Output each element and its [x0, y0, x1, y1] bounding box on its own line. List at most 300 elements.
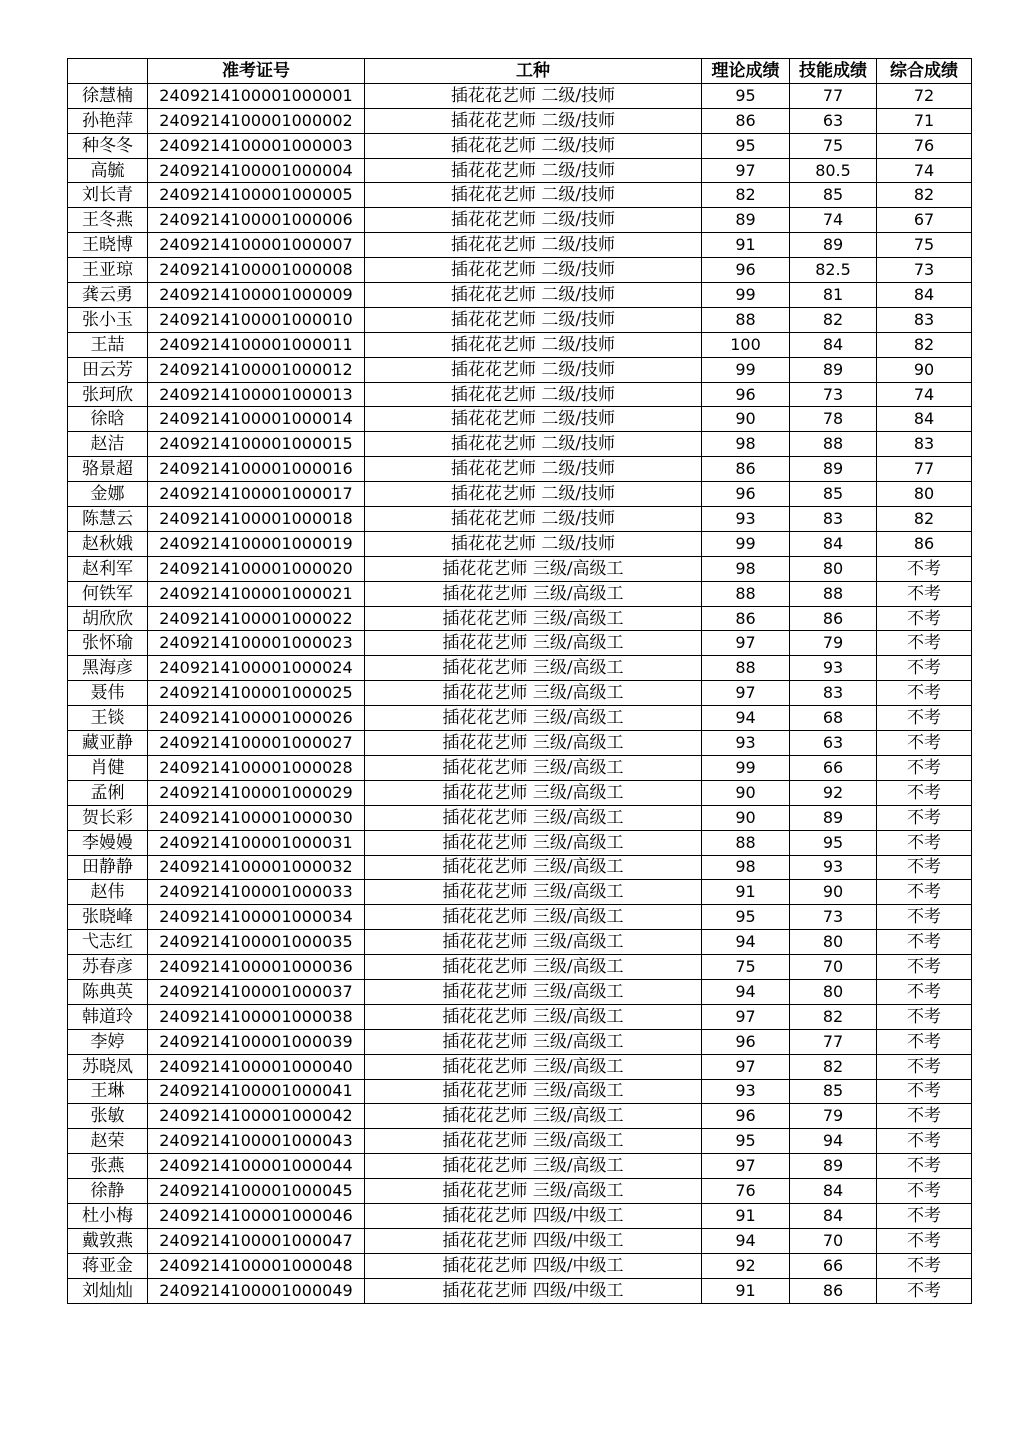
- ticket-number-cell: 2409214100001000024: [148, 656, 365, 681]
- ticket-number-cell: 2409214100001000036: [148, 955, 365, 980]
- theory-score-cell: 97: [702, 1004, 790, 1029]
- table-row: [68, 780, 972, 805]
- theory-score-cell: 98: [702, 556, 790, 581]
- table-row: [68, 1129, 972, 1154]
- job-type-cell: 插花花艺师 二级/技师: [365, 283, 702, 308]
- overall-score-cell: 不考: [877, 830, 972, 855]
- table-row: [68, 531, 972, 556]
- overall-score-cell: 72: [877, 83, 972, 108]
- name-cell: 徐晗: [68, 407, 148, 432]
- job-type-cell: 插花花艺师 三级/高级工: [365, 581, 702, 606]
- name-cell: 孟俐: [68, 780, 148, 805]
- name-cell: 赵秋娥: [68, 531, 148, 556]
- ticket-number-cell: 2409214100001000020: [148, 556, 365, 581]
- job-type-cell: 插花花艺师 三级/高级工: [365, 880, 702, 905]
- ticket-number-cell: 2409214100001000021: [148, 581, 365, 606]
- job-type-cell: 插花花艺师 二级/技师: [365, 482, 702, 507]
- ticket-number-cell: 2409214100001000035: [148, 930, 365, 955]
- skill-score-cell: 93: [790, 855, 877, 880]
- theory-score-cell: 96: [702, 482, 790, 507]
- job-type-cell: 插花花艺师 三级/高级工: [365, 1004, 702, 1029]
- ticket-number-cell: 2409214100001000039: [148, 1029, 365, 1054]
- ticket-number-cell: 2409214100001000004: [148, 158, 365, 183]
- overall-score-cell: 74: [877, 382, 972, 407]
- overall-score-cell: 83: [877, 307, 972, 332]
- ticket-number-cell: 2409214100001000029: [148, 780, 365, 805]
- theory-score-cell: 98: [702, 432, 790, 457]
- table-row: [68, 133, 972, 158]
- theory-score-cell: 97: [702, 158, 790, 183]
- header-theory-score: 理论成绩: [702, 59, 790, 84]
- theory-score-cell: 86: [702, 108, 790, 133]
- table-row: [68, 1228, 972, 1253]
- skill-score-cell: 77: [790, 83, 877, 108]
- theory-score-cell: 88: [702, 830, 790, 855]
- name-cell: 孙艳萍: [68, 108, 148, 133]
- theory-score-cell: 100: [702, 332, 790, 357]
- skill-score-cell: 84: [790, 531, 877, 556]
- table-row: [68, 307, 972, 332]
- table-row: [68, 1054, 972, 1079]
- name-cell: 张怀瑜: [68, 631, 148, 656]
- job-type-cell: 插花花艺师 三级/高级工: [365, 930, 702, 955]
- skill-score-cell: 80.5: [790, 158, 877, 183]
- job-type-cell: 插花花艺师 二级/技师: [365, 133, 702, 158]
- job-type-cell: 插花花艺师 二级/技师: [365, 507, 702, 532]
- header-ticket-number: 准考证号: [148, 59, 365, 84]
- skill-score-cell: 83: [790, 681, 877, 706]
- name-cell: 韩道玲: [68, 1004, 148, 1029]
- skill-score-cell: 63: [790, 731, 877, 756]
- overall-score-cell: 76: [877, 133, 972, 158]
- table-row: [68, 955, 972, 980]
- table-row: [68, 706, 972, 731]
- job-type-cell: 插花花艺师 三级/高级工: [365, 656, 702, 681]
- skill-score-cell: 82: [790, 1054, 877, 1079]
- name-cell: 王亚琼: [68, 258, 148, 283]
- job-type-cell: 插花花艺师 三级/高级工: [365, 780, 702, 805]
- job-type-cell: 插花花艺师 二级/技师: [365, 307, 702, 332]
- overall-score-cell: 不考: [877, 855, 972, 880]
- name-cell: 田云芳: [68, 357, 148, 382]
- ticket-number-cell: 2409214100001000023: [148, 631, 365, 656]
- table-row: [68, 1004, 972, 1029]
- overall-score-cell: 不考: [877, 1004, 972, 1029]
- skill-score-cell: 86: [790, 1278, 877, 1303]
- table-row: [68, 1179, 972, 1204]
- table-row: [68, 357, 972, 382]
- theory-score-cell: 99: [702, 531, 790, 556]
- overall-score-cell: 不考: [877, 681, 972, 706]
- ticket-number-cell: 2409214100001000037: [148, 979, 365, 1004]
- theory-score-cell: 97: [702, 681, 790, 706]
- overall-score-cell: 67: [877, 208, 972, 233]
- header-name: [68, 59, 148, 84]
- ticket-number-cell: 2409214100001000001: [148, 83, 365, 108]
- theory-score-cell: 86: [702, 606, 790, 631]
- theory-score-cell: 97: [702, 1054, 790, 1079]
- ticket-number-cell: 2409214100001000030: [148, 805, 365, 830]
- job-type-cell: 插花花艺师 三级/高级工: [365, 979, 702, 1004]
- skill-score-cell: 93: [790, 656, 877, 681]
- ticket-number-cell: 2409214100001000042: [148, 1104, 365, 1129]
- table-row: [68, 158, 972, 183]
- theory-score-cell: 94: [702, 930, 790, 955]
- job-type-cell: 插花花艺师 三级/高级工: [365, 1029, 702, 1054]
- ticket-number-cell: 2409214100001000027: [148, 731, 365, 756]
- table-row: [68, 83, 972, 108]
- job-type-cell: 插花花艺师 二级/技师: [365, 407, 702, 432]
- name-cell: 藏亚静: [68, 731, 148, 756]
- theory-score-cell: 99: [702, 357, 790, 382]
- name-cell: 徐静: [68, 1179, 148, 1204]
- job-type-cell: 插花花艺师 三级/高级工: [365, 706, 702, 731]
- overall-score-cell: 不考: [877, 1228, 972, 1253]
- job-type-cell: 插花花艺师 三级/高级工: [365, 606, 702, 631]
- job-type-cell: 插花花艺师 二级/技师: [365, 83, 702, 108]
- name-cell: 张小玉: [68, 307, 148, 332]
- overall-score-cell: 82: [877, 507, 972, 532]
- skill-score-cell: 88: [790, 432, 877, 457]
- skill-score-cell: 82: [790, 307, 877, 332]
- header-overall-score: 综合成绩: [877, 59, 972, 84]
- table-row: [68, 283, 972, 308]
- ticket-number-cell: 2409214100001000047: [148, 1228, 365, 1253]
- overall-score-cell: 不考: [877, 1079, 972, 1104]
- theory-score-cell: 97: [702, 1154, 790, 1179]
- name-cell: 赵洁: [68, 432, 148, 457]
- job-type-cell: 插花花艺师 三级/高级工: [365, 805, 702, 830]
- ticket-number-cell: 2409214100001000041: [148, 1079, 365, 1104]
- overall-score-cell: 不考: [877, 606, 972, 631]
- ticket-number-cell: 2409214100001000003: [148, 133, 365, 158]
- job-type-cell: 插花花艺师 四级/中级工: [365, 1203, 702, 1228]
- name-cell: 王锬: [68, 706, 148, 731]
- skill-score-cell: 77: [790, 1029, 877, 1054]
- skill-score-cell: 92: [790, 780, 877, 805]
- job-type-cell: 插花花艺师 三级/高级工: [365, 556, 702, 581]
- theory-score-cell: 76: [702, 1179, 790, 1204]
- job-type-cell: 插花花艺师 二级/技师: [365, 531, 702, 556]
- name-cell: 种冬冬: [68, 133, 148, 158]
- table-row: [68, 681, 972, 706]
- skill-score-cell: 82: [790, 1004, 877, 1029]
- name-cell: 骆景超: [68, 457, 148, 482]
- name-cell: 王琳: [68, 1079, 148, 1104]
- job-type-cell: 插花花艺师 二级/技师: [365, 258, 702, 283]
- score-table: [67, 58, 972, 1304]
- theory-score-cell: 93: [702, 731, 790, 756]
- overall-score-cell: 不考: [877, 1203, 972, 1228]
- skill-score-cell: 85: [790, 1079, 877, 1104]
- ticket-number-cell: 2409214100001000025: [148, 681, 365, 706]
- overall-score-cell: 77: [877, 457, 972, 482]
- skill-score-cell: 66: [790, 755, 877, 780]
- table-row: [68, 457, 972, 482]
- table-row: [68, 905, 972, 930]
- job-type-cell: 插花花艺师 二级/技师: [365, 332, 702, 357]
- ticket-number-cell: 2409214100001000045: [148, 1179, 365, 1204]
- name-cell: 赵荣: [68, 1129, 148, 1154]
- theory-score-cell: 98: [702, 855, 790, 880]
- overall-score-cell: 不考: [877, 706, 972, 731]
- job-type-cell: 插花花艺师 三级/高级工: [365, 1104, 702, 1129]
- skill-score-cell: 80: [790, 979, 877, 1004]
- theory-score-cell: 94: [702, 979, 790, 1004]
- skill-score-cell: 84: [790, 1179, 877, 1204]
- table-row: [68, 1253, 972, 1278]
- overall-score-cell: 不考: [877, 755, 972, 780]
- ticket-number-cell: 2409214100001000012: [148, 357, 365, 382]
- ticket-number-cell: 2409214100001000013: [148, 382, 365, 407]
- name-cell: 聂伟: [68, 681, 148, 706]
- name-cell: 陈典英: [68, 979, 148, 1004]
- overall-score-cell: 不考: [877, 780, 972, 805]
- name-cell: 田静静: [68, 855, 148, 880]
- theory-score-cell: 93: [702, 507, 790, 532]
- skill-score-cell: 88: [790, 581, 877, 606]
- name-cell: 蒋亚金: [68, 1253, 148, 1278]
- job-type-cell: 插花花艺师 三级/高级工: [365, 905, 702, 930]
- job-type-cell: 插花花艺师 三级/高级工: [365, 755, 702, 780]
- overall-score-cell: 不考: [877, 631, 972, 656]
- table-row: [68, 432, 972, 457]
- theory-score-cell: 95: [702, 1129, 790, 1154]
- skill-score-cell: 70: [790, 955, 877, 980]
- name-cell: 陈慧云: [68, 507, 148, 532]
- name-cell: 贺长彩: [68, 805, 148, 830]
- theory-score-cell: 88: [702, 656, 790, 681]
- ticket-number-cell: 2409214100001000044: [148, 1154, 365, 1179]
- overall-score-cell: 不考: [877, 1129, 972, 1154]
- theory-score-cell: 94: [702, 1228, 790, 1253]
- ticket-number-cell: 2409214100001000014: [148, 407, 365, 432]
- table-row: [68, 581, 972, 606]
- ticket-number-cell: 2409214100001000031: [148, 830, 365, 855]
- table-row: [68, 1278, 972, 1303]
- job-type-cell: 插花花艺师 二级/技师: [365, 208, 702, 233]
- table-row: [68, 1104, 972, 1129]
- header-row: [68, 59, 972, 84]
- ticket-number-cell: 2409214100001000040: [148, 1054, 365, 1079]
- name-cell: 张晓峰: [68, 905, 148, 930]
- skill-score-cell: 84: [790, 1203, 877, 1228]
- ticket-number-cell: 2409214100001000022: [148, 606, 365, 631]
- table-header: [68, 59, 972, 84]
- skill-score-cell: 73: [790, 382, 877, 407]
- overall-score-cell: 不考: [877, 556, 972, 581]
- job-type-cell: 插花花艺师 二级/技师: [365, 158, 702, 183]
- overall-score-cell: 82: [877, 183, 972, 208]
- skill-score-cell: 89: [790, 805, 877, 830]
- skill-score-cell: 80: [790, 556, 877, 581]
- theory-score-cell: 91: [702, 233, 790, 258]
- ticket-number-cell: 2409214100001000009: [148, 283, 365, 308]
- table-row: [68, 507, 972, 532]
- table-row: [68, 656, 972, 681]
- overall-score-cell: 不考: [877, 805, 972, 830]
- name-cell: 苏晓凤: [68, 1054, 148, 1079]
- name-cell: 张敏: [68, 1104, 148, 1129]
- name-cell: 胡欣欣: [68, 606, 148, 631]
- overall-score-cell: 不考: [877, 1278, 972, 1303]
- table-row: [68, 631, 972, 656]
- job-type-cell: 插花花艺师 三级/高级工: [365, 1154, 702, 1179]
- skill-score-cell: 66: [790, 1253, 877, 1278]
- table-row: [68, 731, 972, 756]
- skill-score-cell: 82.5: [790, 258, 877, 283]
- table-row: [68, 855, 972, 880]
- ticket-number-cell: 2409214100001000002: [148, 108, 365, 133]
- name-cell: 刘灿灿: [68, 1278, 148, 1303]
- ticket-number-cell: 2409214100001000046: [148, 1203, 365, 1228]
- table-row: [68, 1154, 972, 1179]
- overall-score-cell: 不考: [877, 1029, 972, 1054]
- table-row: [68, 556, 972, 581]
- name-cell: 王冬燕: [68, 208, 148, 233]
- table-row: [68, 233, 972, 258]
- theory-score-cell: 88: [702, 307, 790, 332]
- ticket-number-cell: 2409214100001000049: [148, 1278, 365, 1303]
- job-type-cell: 插花花艺师 二级/技师: [365, 183, 702, 208]
- table-row: [68, 1079, 972, 1104]
- theory-score-cell: 96: [702, 382, 790, 407]
- overall-score-cell: 不考: [877, 1154, 972, 1179]
- theory-score-cell: 95: [702, 905, 790, 930]
- job-type-cell: 插花花艺师 三级/高级工: [365, 681, 702, 706]
- theory-score-cell: 91: [702, 1278, 790, 1303]
- skill-score-cell: 80: [790, 930, 877, 955]
- theory-score-cell: 92: [702, 1253, 790, 1278]
- theory-score-cell: 90: [702, 805, 790, 830]
- theory-score-cell: 93: [702, 1079, 790, 1104]
- overall-score-cell: 不考: [877, 880, 972, 905]
- ticket-number-cell: 2409214100001000011: [148, 332, 365, 357]
- skill-score-cell: 89: [790, 457, 877, 482]
- table-row: [68, 258, 972, 283]
- ticket-number-cell: 2409214100001000038: [148, 1004, 365, 1029]
- name-cell: 王喆: [68, 332, 148, 357]
- job-type-cell: 插花花艺师 三级/高级工: [365, 1054, 702, 1079]
- theory-score-cell: 88: [702, 581, 790, 606]
- job-type-cell: 插花花艺师 三级/高级工: [365, 1129, 702, 1154]
- job-type-cell: 插花花艺师 二级/技师: [365, 233, 702, 258]
- name-cell: 肖健: [68, 755, 148, 780]
- ticket-number-cell: 2409214100001000017: [148, 482, 365, 507]
- ticket-number-cell: 2409214100001000034: [148, 905, 365, 930]
- skill-score-cell: 83: [790, 507, 877, 532]
- name-cell: 王晓博: [68, 233, 148, 258]
- name-cell: 张珂欣: [68, 382, 148, 407]
- ticket-number-cell: 2409214100001000033: [148, 880, 365, 905]
- overall-score-cell: 不考: [877, 731, 972, 756]
- job-type-cell: 插花花艺师 三级/高级工: [365, 1079, 702, 1104]
- theory-score-cell: 90: [702, 780, 790, 805]
- skill-score-cell: 78: [790, 407, 877, 432]
- job-type-cell: 插花花艺师 三级/高级工: [365, 1179, 702, 1204]
- job-type-cell: 插花花艺师 四级/中级工: [365, 1228, 702, 1253]
- overall-score-cell: 不考: [877, 581, 972, 606]
- header-job-type: 工种: [365, 59, 702, 84]
- header-skill-score: 技能成绩: [790, 59, 877, 84]
- table-row: [68, 108, 972, 133]
- name-cell: 黑海彦: [68, 656, 148, 681]
- theory-score-cell: 86: [702, 457, 790, 482]
- overall-score-cell: 不考: [877, 1253, 972, 1278]
- theory-score-cell: 89: [702, 208, 790, 233]
- skill-score-cell: 73: [790, 905, 877, 930]
- ticket-number-cell: 2409214100001000016: [148, 457, 365, 482]
- table-row: [68, 606, 972, 631]
- overall-score-cell: 84: [877, 407, 972, 432]
- skill-score-cell: 74: [790, 208, 877, 233]
- ticket-number-cell: 2409214100001000019: [148, 531, 365, 556]
- skill-score-cell: 95: [790, 830, 877, 855]
- theory-score-cell: 99: [702, 755, 790, 780]
- ticket-number-cell: 2409214100001000018: [148, 507, 365, 532]
- overall-score-cell: 90: [877, 357, 972, 382]
- job-type-cell: 插花花艺师 三级/高级工: [365, 955, 702, 980]
- overall-score-cell: 不考: [877, 955, 972, 980]
- skill-score-cell: 84: [790, 332, 877, 357]
- overall-score-cell: 75: [877, 233, 972, 258]
- table-row: [68, 930, 972, 955]
- overall-score-cell: 不考: [877, 979, 972, 1004]
- overall-score-cell: 不考: [877, 1179, 972, 1204]
- theory-score-cell: 99: [702, 283, 790, 308]
- overall-score-cell: 82: [877, 332, 972, 357]
- table-row: [68, 1029, 972, 1054]
- name-cell: 李婷: [68, 1029, 148, 1054]
- skill-score-cell: 89: [790, 1154, 877, 1179]
- ticket-number-cell: 2409214100001000010: [148, 307, 365, 332]
- table-row: [68, 755, 972, 780]
- overall-score-cell: 不考: [877, 905, 972, 930]
- name-cell: 高毓: [68, 158, 148, 183]
- overall-score-cell: 83: [877, 432, 972, 457]
- theory-score-cell: 91: [702, 880, 790, 905]
- overall-score-cell: 不考: [877, 930, 972, 955]
- skill-score-cell: 63: [790, 108, 877, 133]
- job-type-cell: 插花花艺师 二级/技师: [365, 108, 702, 133]
- job-type-cell: 插花花艺师 二级/技师: [365, 457, 702, 482]
- name-cell: 戴敦燕: [68, 1228, 148, 1253]
- job-type-cell: 插花花艺师 三级/高级工: [365, 731, 702, 756]
- ticket-number-cell: 2409214100001000026: [148, 706, 365, 731]
- table-row: [68, 805, 972, 830]
- table-row: [68, 183, 972, 208]
- name-cell: 弋志红: [68, 930, 148, 955]
- overall-score-cell: 86: [877, 531, 972, 556]
- skill-score-cell: 94: [790, 1129, 877, 1154]
- table-body: [68, 83, 972, 1303]
- overall-score-cell: 71: [877, 108, 972, 133]
- overall-score-cell: 73: [877, 258, 972, 283]
- name-cell: 金娜: [68, 482, 148, 507]
- theory-score-cell: 96: [702, 258, 790, 283]
- theory-score-cell: 75: [702, 955, 790, 980]
- ticket-number-cell: 2409214100001000043: [148, 1129, 365, 1154]
- skill-score-cell: 68: [790, 706, 877, 731]
- theory-score-cell: 97: [702, 631, 790, 656]
- table-row: [68, 482, 972, 507]
- overall-score-cell: 74: [877, 158, 972, 183]
- theory-score-cell: 90: [702, 407, 790, 432]
- name-cell: 何铁军: [68, 581, 148, 606]
- job-type-cell: 插花花艺师 二级/技师: [365, 382, 702, 407]
- name-cell: 刘长青: [68, 183, 148, 208]
- theory-score-cell: 96: [702, 1029, 790, 1054]
